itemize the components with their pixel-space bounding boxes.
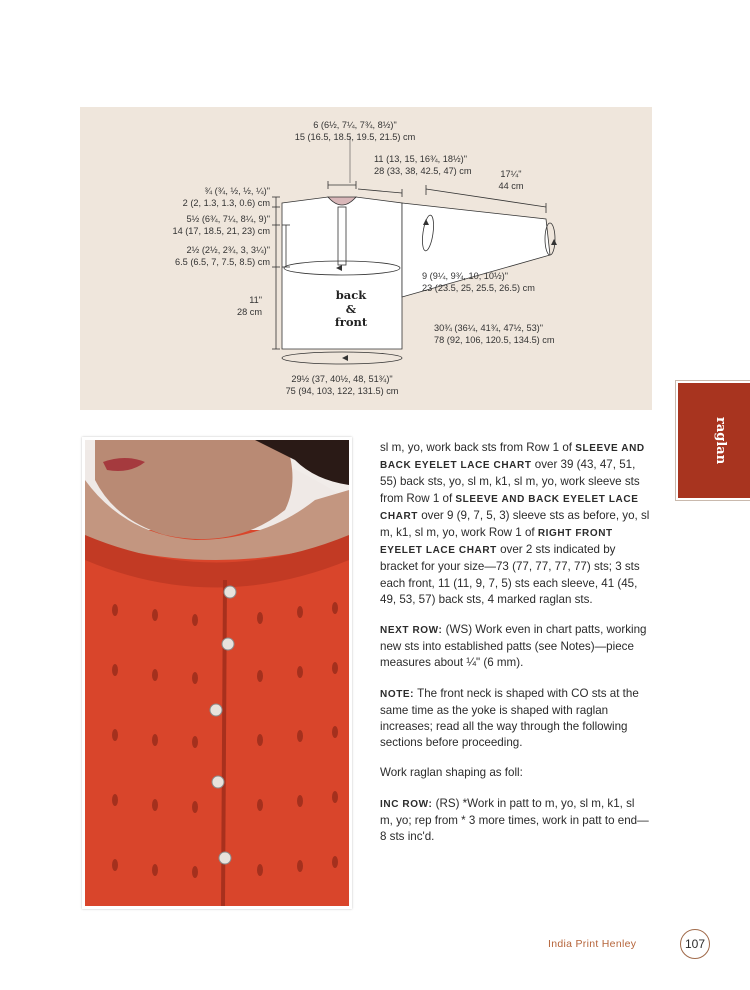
yoke-depth-label: 5½ (6¾, 7¼, 8¼, 9)" 14 (17, 18.5, 21, 23) cm xyxy=(172,214,270,236)
page-number: 107 xyxy=(680,929,710,959)
sweater-photo xyxy=(82,437,352,909)
section-tab xyxy=(676,381,750,500)
neck-depth-label: ¾ (¾, ½, ½, ¼)" 2 (2, 1.3, 1.3, 0.6) cm xyxy=(182,186,270,208)
body-length-label: 11" 28 cm xyxy=(236,295,262,317)
instruction-paragraph: sl m, yo, work back sts from Row 1 of SLEEVE AND BACK EYELET LACE CHART over 39 (43, 47, 51, 55) back sts, yo, sl m, k1, sl m, yo, work sleeve sts from Row 1 of SLEEVE AND BACK EYELET LACE CHART over 9 (9, 7, 5, 3) sleeve sts as before, yo, sl m, k1, sl m, yo, work Row 1 of RIGHT FRONT EYELET LACE CHART over 2 sts indicated by bracket for your size—73 (77, 77, 77, 77) sts; 3 sts each front, 11 (11, 9, 7, 5) sts each sleeve, 41 (45, 49, 53, 57) back sts, 4 marked raglan sts. xyxy=(380,441,650,606)
pattern-instructions xyxy=(380,440,650,859)
neck-width-label: 6 (6½, 7¼, 7¾, 8½)" 15 (16.5, 18.5, 19.5, 21.5) cm xyxy=(294,120,416,142)
hip-label: 29½ (37, 40½, 48, 51¾)" 75 (94, 103, 122, 131.5) cm xyxy=(285,374,399,396)
sleeve-length-label: 17¼" 44 cm xyxy=(498,169,524,191)
next-row-paragraph: NEXT ROW: (WS) Work even in chart patts, working new sts into established patts (see Notes)—piece measures about ¼" (6 mm). xyxy=(380,623,647,670)
sweater-illustration xyxy=(85,440,349,906)
back-front-label: back & front xyxy=(334,288,368,329)
placket-length-label: 2½ (2½, 2¾, 3, 3¼)" 6.5 (6.5, 7, 7.5, 8.5) cm xyxy=(175,245,270,267)
schematic-diagram xyxy=(80,107,652,410)
footer-pattern-title: India Print Henley xyxy=(548,938,637,950)
raglan-intro-paragraph: Work raglan shaping as foll: xyxy=(380,766,523,780)
inc-row-paragraph: INC ROW: (RS) *Work in patt to m, yo, sl m, k1, sl m, yo; rep from * 3 more times, work in patt to end—8 sts inc'd. xyxy=(380,796,649,844)
chest-label: 30¾ (36¼, 41¾, 47½, 53)" 78 (92, 106, 120.5, 134.5) cm xyxy=(434,323,555,345)
shoulder-width-label: 11 (13, 15, 16¾, 18½)" 28 (33, 38, 42.5, 47) cm xyxy=(374,154,472,176)
section-tab-label: raglan xyxy=(713,417,728,465)
upper-arm-label: 9 (9¼, 9¾, 10, 10½)" 23 (23.5, 25, 25.5, 26.5) cm xyxy=(422,271,535,293)
note-paragraph: NOTE: The front neck is shaped with CO sts at the same time as the yoke is shaped with raglan increases; read all the way through the following sections before proceeding. xyxy=(380,686,639,750)
